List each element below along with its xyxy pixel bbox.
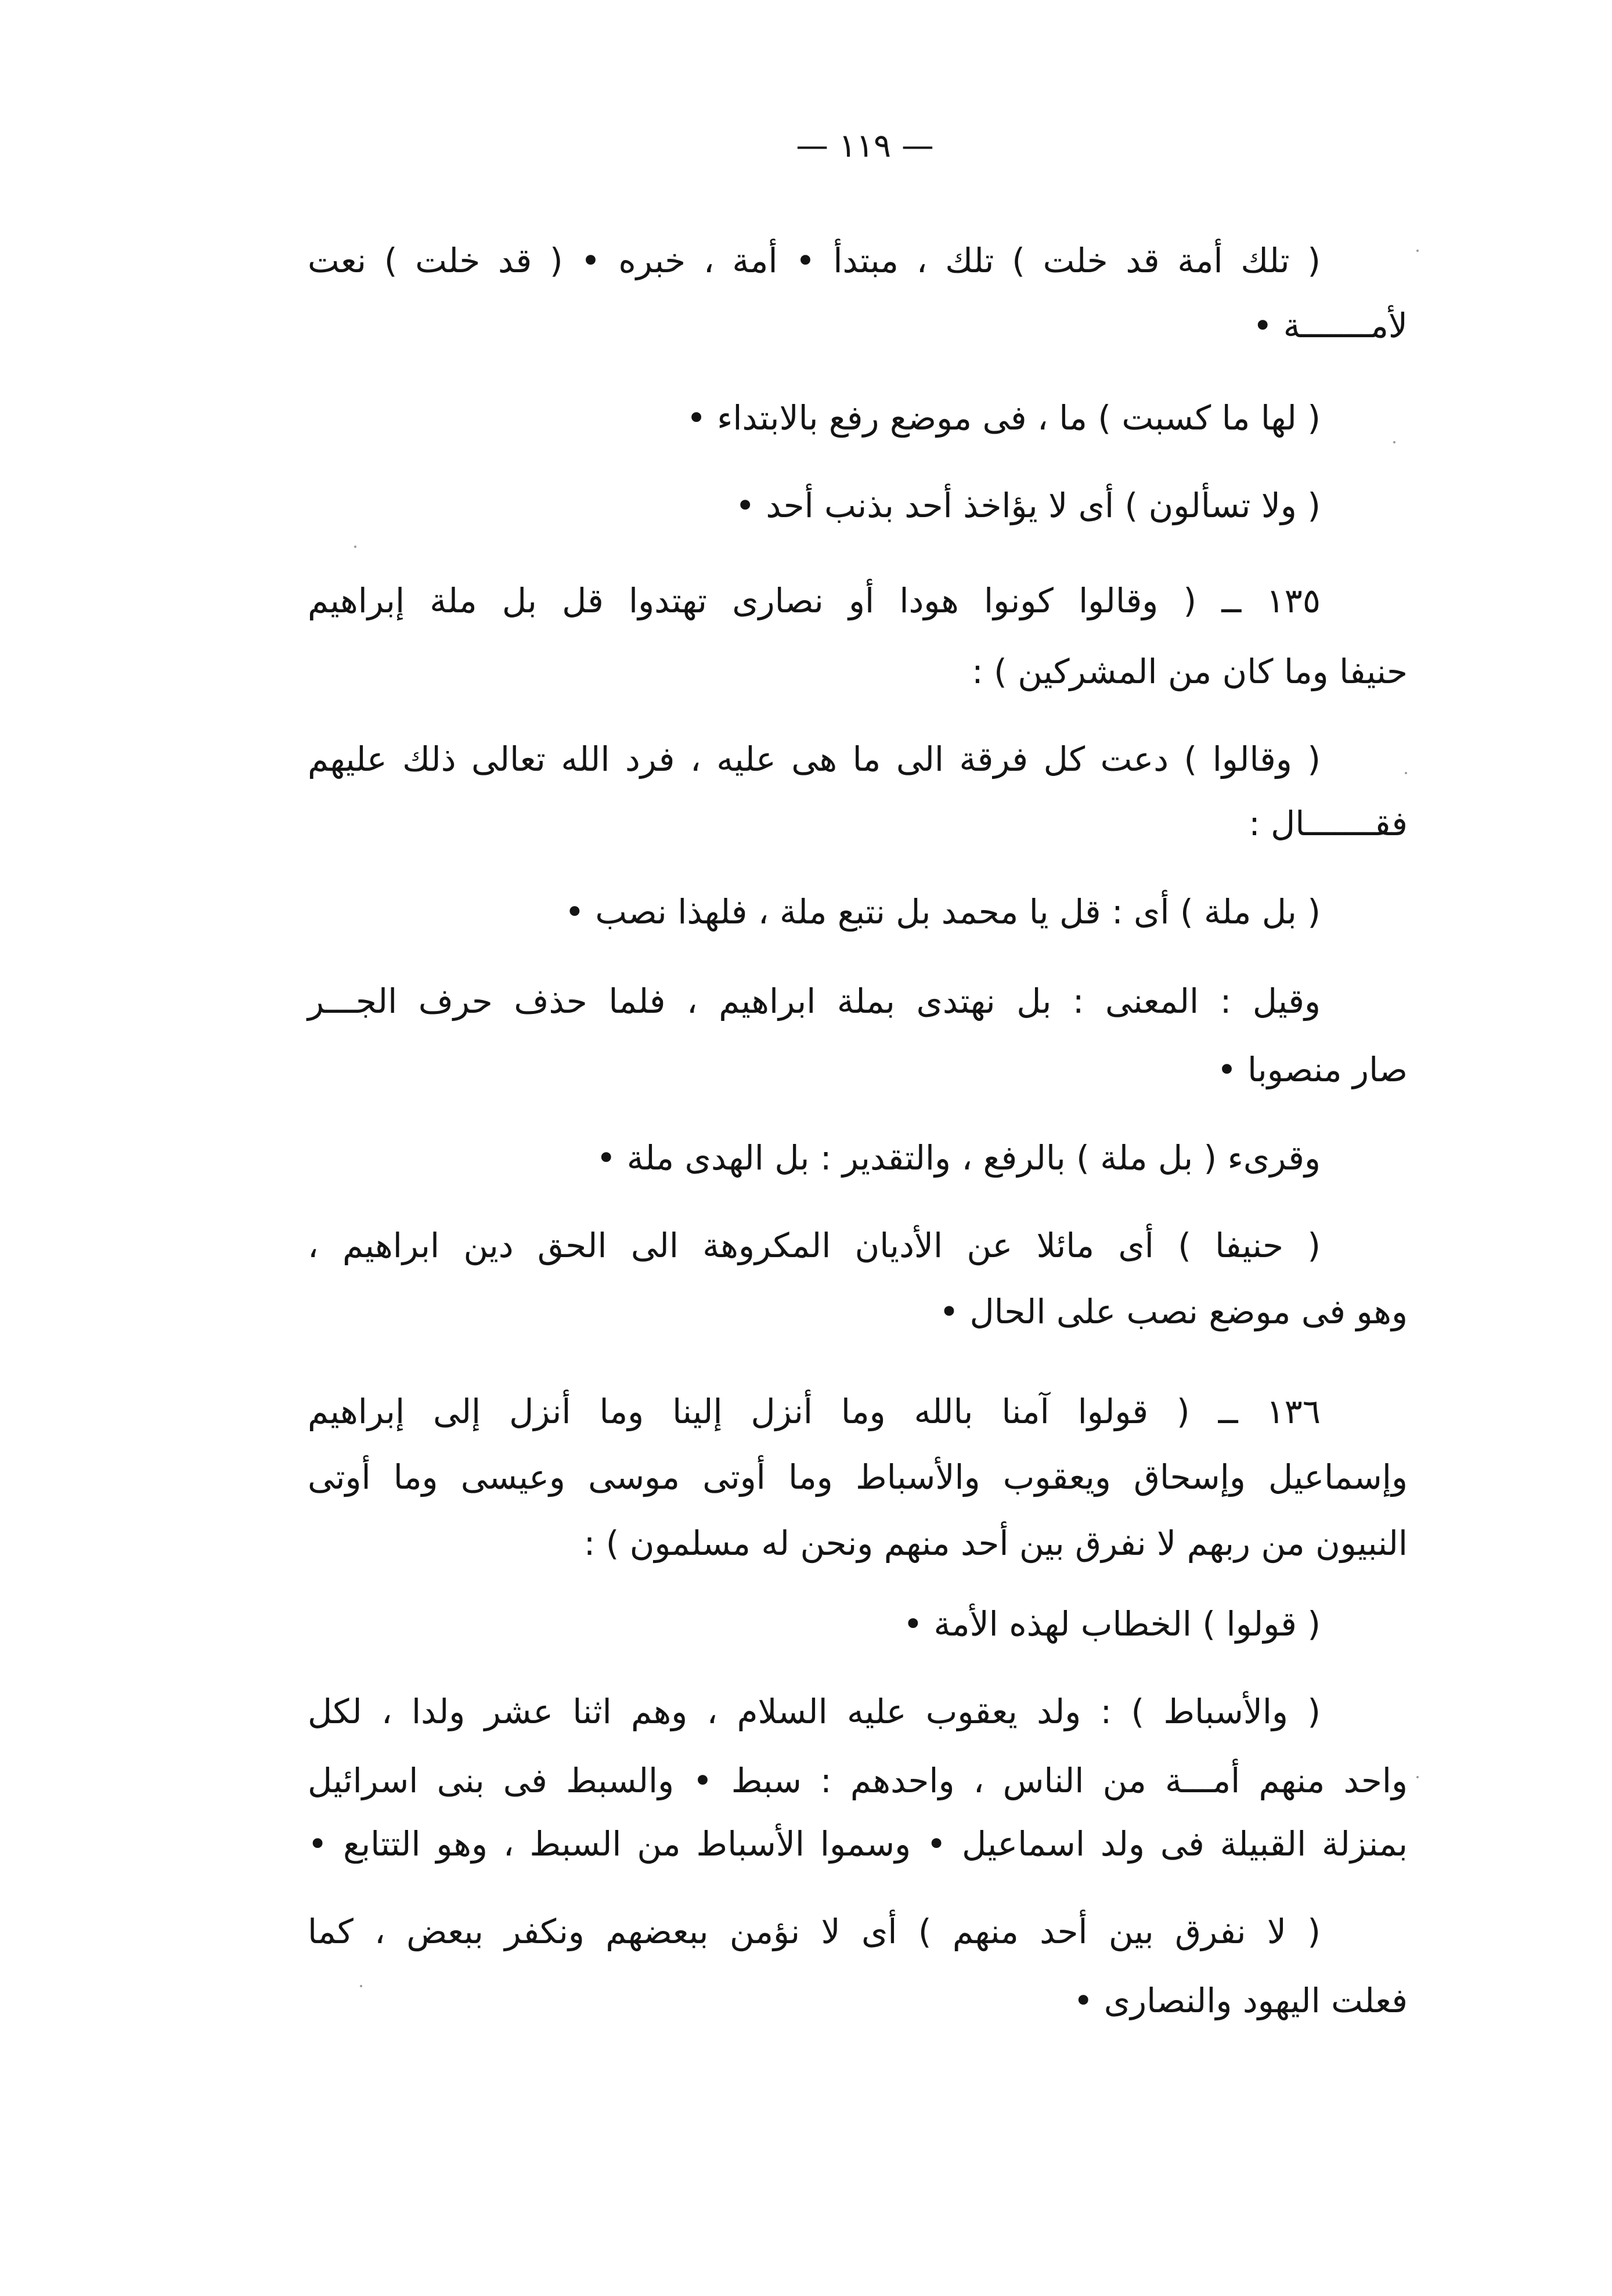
text-line: ( حنيفا ) أى مائلا عن الأديان المكروهة الى الحق دين ابراهيم ، (308, 1226, 1321, 1265)
text-line: بمنزلة القبيلة فى ولد اسماعيل • وسموا الأسباط من السبط ، وهو التتابع • (308, 1824, 1408, 1864)
text-line: لأمـــــــة • (1253, 306, 1408, 345)
text-line: ( بل ملة ) أى : قل يا محمد بل نتبع ملة ، فلهذا نصب • (564, 892, 1321, 932)
text-line: ( لها ما كسبت ) ما ، فى موضع رفع بالابتداء • (686, 398, 1321, 438)
text-line: صار منصوبا • (1217, 1050, 1408, 1089)
text-line: واحد منهم أمـــة من الناس ، واحدهم : سبط • والسبط فى بنى اسرائيل (308, 1761, 1408, 1800)
scan-speck (360, 1985, 362, 1987)
scan-speck (354, 546, 356, 548)
text-line: ( تلك أمة قد خلت ) تلك ، مبتدأ • أمة ، خبره • ( قد خلت ) نعت (308, 241, 1321, 280)
text-line: فقـــــــال : (1249, 804, 1408, 843)
scan-speck (1405, 772, 1407, 774)
text-line: ١٣٦ ــ ( قولوا آمنا بالله وما أنزل إلينا وما أنزل إلى إبراهيم (308, 1392, 1321, 1431)
text-line: النبيون من ربهم لا نفرق بين أحد منهم ونحن له مسلمون ) : (583, 1524, 1408, 1563)
text-line: فعلت اليهود والنصارى • (1073, 1981, 1408, 2020)
text-line: حنيفا وما كان من المشركين ) : (972, 652, 1408, 691)
scan-speck (1416, 1776, 1419, 1778)
text-line: وهو فى موضع نصب على الحال • (939, 1292, 1408, 1331)
text-line: وقرىء ( بل ملة ) بالرفع ، والتقدير : بل الهدى ملة • (596, 1138, 1321, 1178)
text-line: ١٣٥ ــ ( وقالوا كونوا هودا أو نصارى تهتدوا قل بل ملة إبراهيم (308, 581, 1321, 620)
text-line: ( قولوا ) الخطاب لهذه الأمة • (903, 1604, 1321, 1644)
text-line: وقيل : المعنى : بل نهتدى بملة ابراهيم ، فلما حذف حرف الجـــر (308, 981, 1321, 1021)
text-line: ( والأسباط ) : ولد يعقوب عليه السلام ، وهم اثنا عشر ولدا ، لكل (308, 1692, 1321, 1731)
scan-speck (1393, 441, 1395, 443)
scan-speck (1416, 250, 1419, 252)
text-line: ( وقالوا ) دعت كل فرقة الى ما هى عليه ، فرد الله تعالى ذلك عليهم (308, 739, 1321, 779)
text-line: ( لا نفرق بين أحد منهم ) أى لا نؤمن ببعضهم ونكفر ببعض ، كما (308, 1912, 1321, 1951)
text-line: ( ولا تسألون ) أى لا يؤاخذ أحد بذنب أحد • (735, 486, 1321, 525)
page-number: — ١١٩ — (796, 127, 934, 165)
text-line: وإسماعيل وإسحاق ويعقوب والأسباط وما أوتى موسى وعيسى وما أوتى (308, 1457, 1408, 1497)
